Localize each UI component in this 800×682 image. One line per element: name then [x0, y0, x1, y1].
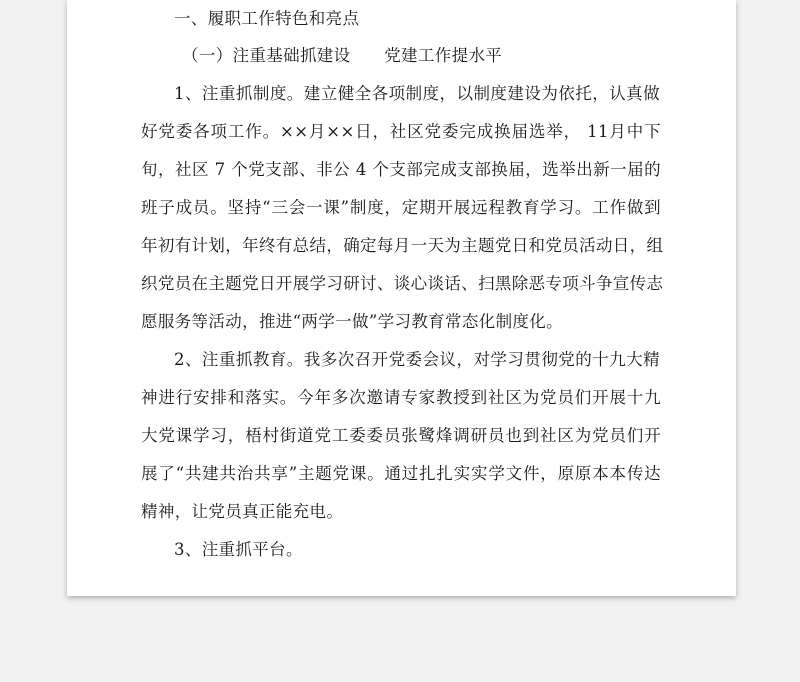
paragraph-2-line-2: 神进行安排和落实。今年多次邀请专家教授到社区为党员们开展十九: [141, 388, 661, 407]
paragraph-1-line-7: 愿服务等活动，推进“两学一做”学习教育常态化制度化。: [141, 312, 563, 331]
section-heading: 一、履职工作特色和亮点: [174, 9, 360, 28]
paragraph-1-line-3: 旬，社区 7 个党支部、非公 4 个支部完成支部换届，选举出新一届的: [141, 160, 661, 179]
paragraph-2-line-5: 精神，让党员真正能充电。: [141, 502, 344, 521]
paragraph-1-line-4: 班子成员。坚持“三会一课”制度，定期开展远程教育学习。工作做到: [141, 198, 661, 217]
paragraph-3-line-1: 3、注重抓平台。: [174, 540, 303, 559]
paragraph-1-line-5: 年初有计划，年终有总结，确定每月一天为主题党日和党员活动日，组: [141, 236, 664, 255]
paragraph-2-line-1: 2、注重抓教育。我多次召开党委会议，对学习贯彻党的十九大精: [174, 350, 660, 369]
paragraph-1-line-6: 织党员在主题党日开展学习研讨、谈心谈话、扫黑除恶专项斗争宣传志: [141, 274, 664, 293]
paragraph-1-line-2: 好党委各项工作。××月××日，社区党委完成换届选举， 11月中下: [141, 122, 661, 141]
paragraph-1-line-1: 1、注重抓制度。建立健全各项制度，以制度建设为依托，认真做: [174, 84, 660, 103]
paragraph-2-line-4: 展了“共建共治共享”主题党课。通过扎扎实实学文件，原原本本传达: [141, 464, 661, 483]
paragraph-2-line-3: 大党课学习，梧村街道党工委委员张鹭烽调研员也到社区为党员们开: [141, 426, 661, 445]
subsection-heading: （一）注重基础抓建设 党建工作提水平: [182, 46, 503, 65]
